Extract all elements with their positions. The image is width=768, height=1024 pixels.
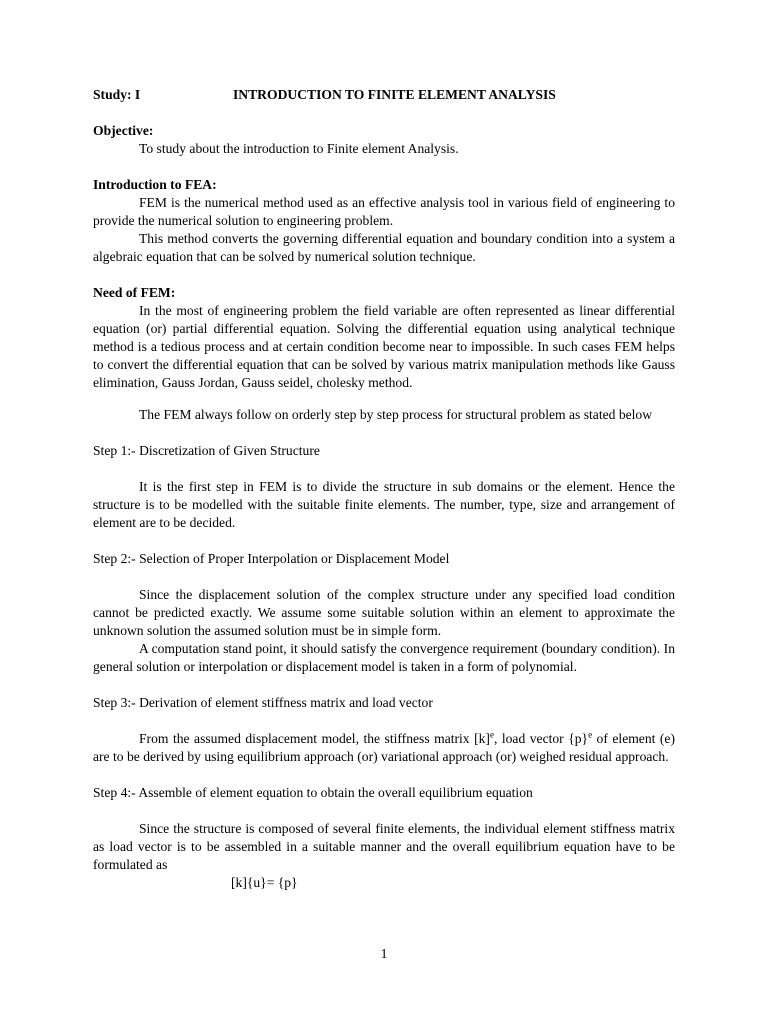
intro-heading: Introduction to FEA: [93,177,217,192]
page-number: 1 [380,946,388,961]
step1-paragraph: It is the first step in FEM is to divide the structure in sub domains or the element. Hence the structure is to be modelled with the suitable finite elements. The number, type, size and arrangement of element are to be decided. [93,479,675,530]
intro-paragraph-2: This method converts the governing differential equation and boundary condition into a system a algebraic equation that can be solved by numerical solution technique. [93,231,675,264]
step2-title: Step 2:- Selection of Proper Interpolation or Displacement Model [93,551,450,566]
step4-paragraph: Since the structure is composed of several finite elements, the individual element stiffness matrix as load vector is to be assembled in a suitable manner and the overall equilibrium equation have to be formulated as [93,821,675,872]
need-heading: Need of FEM: [93,285,176,300]
step3-paragraph: From the assumed displacement model, the stiffness matrix $[k]^e$, load vector $\{p\}^e$ of element (e) are to be derived by using equilibrium approach (or) variational approach (or) weighed residual approach. [93,729,675,764]
step3-title: Step 3:- Derivation of element stiffness matrix and load vector [93,695,433,710]
step1-title: Step 1:- Discretization of Given Structure [93,443,320,458]
step4-title: Step 4:- Assemble of element equation to obtain the overall equilibrium equation [93,785,533,800]
objective-heading: Objective: [93,123,154,138]
step2-paragraph-2: A computation stand point, it should satisfy the convergence requirement (boundary condition). In general solution or interpolation or displacement model is taken in a form of polynomial. [93,641,675,674]
document-body [93,86,675,892]
equilibrium-formula: [k]{u}= {p} [231,875,298,890]
step2-paragraph-1: Since the displacement solution of the complex structure under any specified load condition cannot be predicted exactly. We assume some suitable solution within an element to approximate the unknown solution the assumed solution must be in simple form. [93,587,675,638]
document-title: INTRODUCTION TO FINITE ELEMENT ANALYSIS [233,87,556,102]
objective-text: To study about the introduction to Finite element Analysis. [139,141,459,156]
title-row [93,86,675,104]
need-paragraph-2: The FEM always follow on orderly step by step process for structural problem as stated below [139,407,653,422]
intro-paragraph-1: FEM is the numerical method used as an effective analysis tool in various field of engineering to provide the numerical solution to engineering problem. [93,195,675,228]
need-paragraph-1: In the most of engineering problem the field variable are often represented as linear differential equation (or) partial differential equation. Solving the differential equation using analytical technique method is a tedious process and at certain condition become near to impossible. In such cases FEM helps to convert the differential equation that can be solved by various matrix manipulation methods like Gauss elimination, Gauss Jordan, Gauss seidel, cholesky method. [93,303,675,390]
study-label: Study: I [93,87,141,102]
